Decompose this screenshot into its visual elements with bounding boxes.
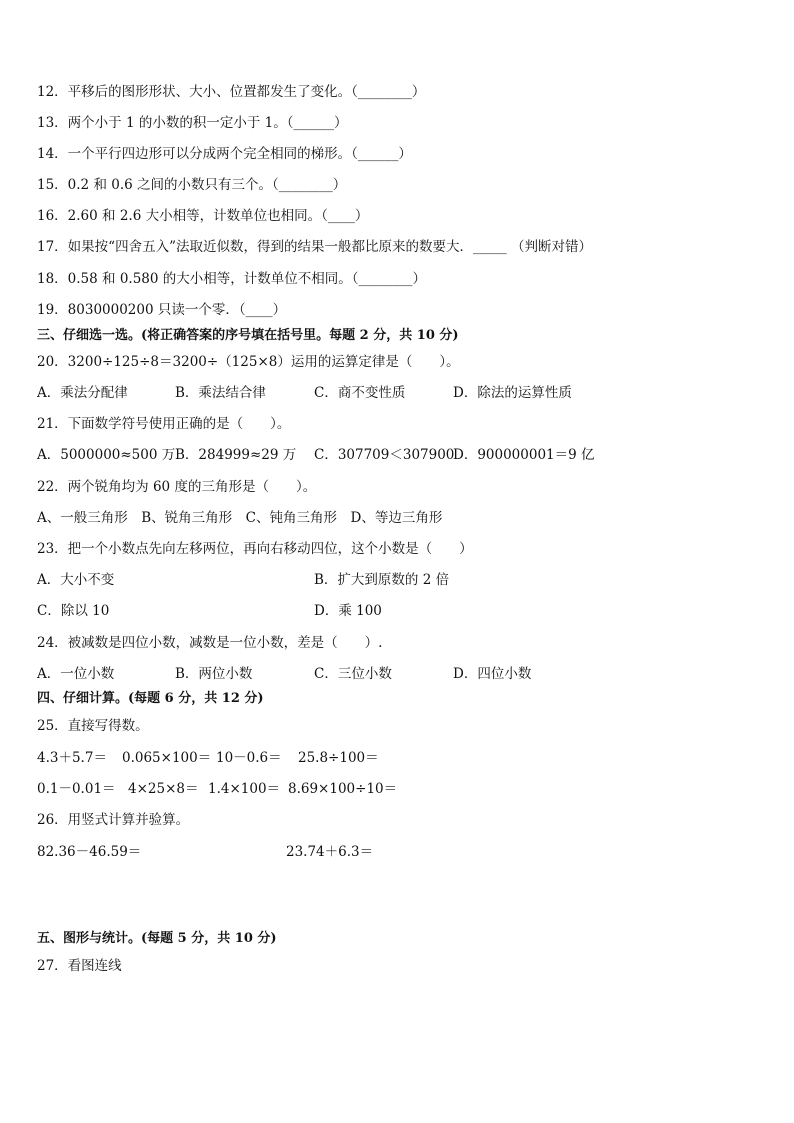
question-18: 18．0.58 和 0.580 的大小相等，计数单位不相同。（________） bbox=[37, 271, 427, 287]
q25-item: 10－0.6＝ bbox=[216, 750, 282, 766]
q21-option-b: B．284999≈29 万 bbox=[175, 447, 297, 463]
question-15: 15．0.2 和 0.6 之间的小数只有三个。（________） bbox=[37, 177, 347, 193]
q21-option-d: D．900000001＝9 亿 bbox=[453, 447, 595, 463]
q23-option-d: D．乘 100 bbox=[314, 603, 382, 619]
q25-item: 1.4×100＝ bbox=[208, 781, 281, 797]
q22-options: A、一般三角形 B、锐角三角形 C、钝角三角形 D、等边三角形 bbox=[37, 510, 443, 526]
question-23: 23．把一个小数点先向左移两位，再向右移动四位，这个小数是（ ） bbox=[37, 541, 473, 557]
q25-item: 4×25×8＝ bbox=[128, 781, 199, 797]
question-17: 17．如果按“四舍五入”法取近似数，得到的结果一般都比原来的数要大．_____ （判断对错） bbox=[37, 239, 593, 255]
q20-option-d: D．除法的运算性质 bbox=[453, 385, 572, 401]
q24-option-d: D．四位小数 bbox=[453, 666, 532, 682]
question-25: 25．直接写得数。 bbox=[37, 718, 149, 734]
question-12: 12．平移后的图形形状、大小、位置都发生了变化。（________） bbox=[37, 84, 426, 100]
section-5-heading: 五、图形与统计。(每题 5 分，共 10 分) bbox=[37, 931, 277, 946]
question-16: 16．2.60 和 2.6 大小相等，计数单位也相同。（____） bbox=[37, 208, 369, 224]
question-13: 13．两个小于 1 的小数的积一定小于 1。（______） bbox=[37, 115, 348, 131]
section-3-heading: 三、仔细选一选。(将正确答案的序号填在括号里。每题 2 分，共 10 分) bbox=[37, 328, 459, 343]
q21-option-a: A．5000000≈500 万 bbox=[37, 447, 176, 463]
q20-option-a: A．乘法分配律 bbox=[37, 385, 128, 401]
question-19: 19．8030000200 只读一个零．（____） bbox=[37, 302, 287, 318]
q20-option-c: C．商不变性质 bbox=[314, 385, 406, 401]
q23-option-c: C．除以 10 bbox=[37, 603, 110, 619]
q20-option-b: B．乘法结合律 bbox=[175, 385, 266, 401]
question-21: 21．下面数学符号使用正确的是（ ）。 bbox=[37, 416, 291, 432]
question-20: 20．3200÷125÷8＝3200÷（125×8）运用的运算定律是（ ）。 bbox=[37, 354, 460, 370]
section-4-heading: 四、仔细计算。(每题 6 分，共 12 分) bbox=[37, 691, 264, 706]
q26-item: 82.36－46.59＝ bbox=[37, 844, 142, 860]
question-27: 27．看图连线 bbox=[37, 958, 122, 974]
q24-option-b: B．两位小数 bbox=[175, 666, 253, 682]
q24-option-a: A．一位小数 bbox=[37, 666, 115, 682]
q25-item: 25.8÷100＝ bbox=[298, 750, 379, 766]
question-24: 24．被减数是四位小数，减数是一位小数，差是（ ）. bbox=[37, 635, 383, 651]
q24-option-c: C．三位小数 bbox=[314, 666, 392, 682]
question-22: 22．两个锐角均为 60 度的三角形是（ ）。 bbox=[37, 479, 317, 495]
q25-item: 4.3＋5.7＝ bbox=[37, 750, 107, 766]
q21-option-c: C．307709＜307900 bbox=[314, 447, 455, 463]
question-26: 26．用竖式计算并验算。 bbox=[37, 812, 190, 828]
q25-item: 0.1－0.01＝ bbox=[37, 781, 116, 797]
question-14: 14．一个平行四边形可以分成两个完全相同的梯形。（______） bbox=[37, 146, 412, 162]
q25-item: 0.065×100＝ bbox=[122, 750, 212, 766]
q25-item: 8.69×100÷10＝ bbox=[288, 781, 398, 797]
q26-item: 23.74＋6.3＝ bbox=[286, 844, 374, 860]
q23-option-b: B．扩大到原数的 2 倍 bbox=[314, 572, 450, 588]
q23-option-a: A．大小不变 bbox=[37, 572, 115, 588]
